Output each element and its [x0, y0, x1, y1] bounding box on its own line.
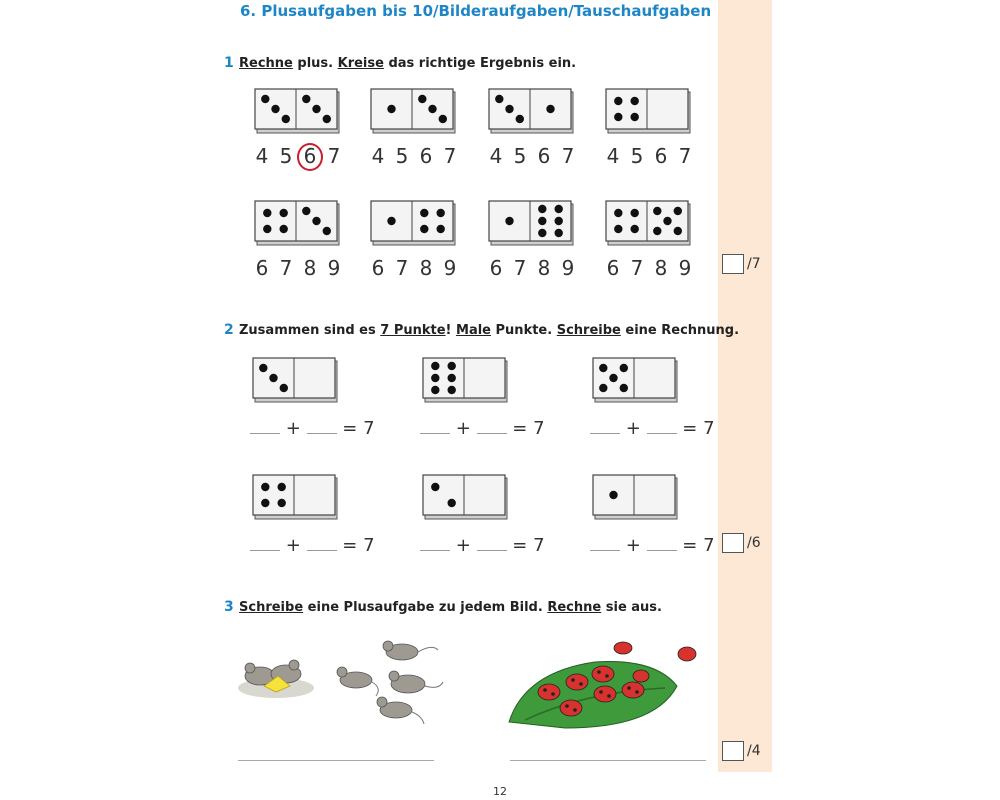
answer-blank[interactable] [420, 538, 450, 551]
option[interactable]: 6 [606, 256, 620, 280]
domino-pip [437, 225, 445, 233]
option[interactable]: 7 [327, 144, 341, 168]
domino-pip [261, 483, 269, 491]
answer-blank[interactable] [590, 421, 620, 434]
option[interactable]: 6 [371, 256, 385, 280]
options-1-1 [250, 144, 346, 168]
domino-pip [653, 227, 661, 235]
keyword-7-punkte: 7 Punkte [380, 323, 446, 338]
score-checkbox[interactable] [722, 533, 744, 553]
answer-line-mice[interactable] [238, 760, 434, 761]
option[interactable]: 7 [279, 256, 293, 280]
domino-pip [431, 483, 439, 491]
domino-3-3 [592, 357, 676, 401]
domino-pip [420, 225, 428, 233]
domino-drawing [252, 357, 338, 403]
domino-drawing [592, 357, 678, 403]
task-2-number: 2 [224, 322, 234, 338]
domino-pip [614, 113, 622, 121]
instruction-part: Punkte. [491, 323, 557, 338]
domino-pip [614, 209, 622, 217]
answer-blank[interactable] [477, 538, 507, 551]
domino-pip [280, 209, 288, 217]
domino-pip [323, 115, 331, 123]
option[interactable]: 4 [255, 144, 269, 168]
options-1-3 [484, 144, 580, 168]
option[interactable]: 4 [371, 144, 385, 168]
domino-pip [674, 207, 682, 215]
option[interactable]: 4 [606, 144, 620, 168]
domino-drawing [370, 200, 456, 246]
option[interactable]: 6 [537, 144, 551, 168]
domino-pip [555, 205, 563, 213]
sum-value: 7 [363, 418, 375, 439]
task-1-number: 1 [224, 55, 234, 71]
answer-blank[interactable] [420, 421, 450, 434]
domino-3-2 [422, 357, 506, 401]
domino-pip [614, 225, 622, 233]
options-2-2 [366, 256, 462, 280]
domino-pip [431, 374, 439, 382]
option[interactable]: 5 [630, 144, 644, 168]
domino-pip [448, 499, 456, 507]
domino-pip [516, 115, 524, 123]
domino-pip [538, 229, 546, 237]
domino-drawing [592, 474, 678, 520]
task-3-instruction [239, 600, 662, 615]
domino-1-3 [488, 88, 572, 132]
domino-pip [259, 364, 267, 372]
domino-pip [620, 384, 628, 392]
answer-blank[interactable] [307, 538, 337, 551]
domino-pip [653, 207, 661, 215]
option[interactable]: 6 [489, 256, 503, 280]
keyword-male: Male [456, 323, 491, 338]
answer-line-ladybugs[interactable] [510, 760, 706, 761]
score-checkbox[interactable] [722, 741, 744, 761]
answer-blank[interactable] [250, 421, 280, 434]
domino-pip [495, 95, 503, 103]
domino-pip [448, 374, 456, 382]
option[interactable]: 6 [419, 144, 433, 168]
domino-drawing [488, 88, 574, 134]
domino-pip [261, 95, 269, 103]
domino-pip [448, 386, 456, 394]
score-task-3 [722, 741, 761, 761]
option[interactable]: 7 [561, 144, 575, 168]
equals-sign: = [682, 535, 698, 556]
domino-1-2 [370, 88, 454, 132]
answer-blank[interactable] [307, 421, 337, 434]
answer-blank[interactable] [250, 538, 280, 551]
domino-pip [631, 97, 639, 105]
equation-1 [250, 418, 375, 439]
answer-blank[interactable] [590, 538, 620, 551]
domino-pip [278, 499, 286, 507]
option[interactable]: 5 [395, 144, 409, 168]
plus-sign: + [285, 535, 301, 556]
domino-pip [271, 105, 279, 113]
domino-2-1 [254, 200, 338, 244]
option[interactable]: 6 [654, 144, 668, 168]
domino-pip [263, 225, 271, 233]
plus-sign: + [455, 418, 471, 439]
domino-pip [555, 217, 563, 225]
domino-pip [631, 113, 639, 121]
domino-pip [631, 225, 639, 233]
domino-pip [278, 483, 286, 491]
domino-pip [674, 227, 682, 235]
domino-drawing [605, 88, 691, 134]
sum-value: 7 [703, 418, 715, 439]
domino-pip [282, 115, 290, 123]
domino-pip [538, 205, 546, 213]
option[interactable]: 7 [513, 256, 527, 280]
domino-pip [280, 225, 288, 233]
instruction-part: ! [445, 323, 457, 338]
option[interactable]: 5 [513, 144, 527, 168]
domino-pip [263, 209, 271, 217]
sum-value: 7 [703, 535, 715, 556]
option[interactable]: 8 [537, 256, 551, 280]
sum-value: 7 [363, 535, 375, 556]
equation-4 [250, 535, 375, 556]
mice-illustration [236, 636, 458, 732]
equation-5 [420, 535, 545, 556]
domino-pip [428, 105, 436, 113]
domino-pip [609, 491, 617, 499]
options-2-4 [601, 256, 697, 280]
option[interactable]: 7 [443, 144, 457, 168]
option[interactable]: 4 [489, 144, 503, 168]
domino-pip [302, 207, 310, 215]
keyword-schreibe: Schreibe [556, 323, 621, 338]
score-label: /7 [747, 256, 761, 272]
options-1-4 [601, 144, 697, 168]
domino-pip [538, 217, 546, 225]
domino-1-4 [605, 88, 689, 132]
answer-blank[interactable] [647, 538, 677, 551]
plus-sign: + [625, 418, 641, 439]
option[interactable]: 9 [443, 256, 457, 280]
option-circled[interactable]: 6 [298, 144, 322, 168]
domino-pip [505, 105, 513, 113]
option[interactable]: 7 [395, 256, 409, 280]
task-3-number: 3 [224, 599, 234, 615]
domino-pip [280, 384, 288, 392]
instruction-part: eine Plusaufgabe zu jedem Bild. [303, 600, 548, 615]
equation-3 [590, 418, 715, 439]
equation-6 [590, 535, 715, 556]
option[interactable]: 7 [630, 256, 644, 280]
keyword-kreise: Kreise [337, 56, 384, 71]
instruction-part: das richtige Ergebnis ein. [383, 56, 577, 71]
domino-pip [431, 386, 439, 394]
domino-pip [437, 209, 445, 217]
option[interactable]: 7 [678, 144, 692, 168]
instruction-part: Zusammen sind es [239, 323, 381, 338]
option[interactable]: 9 [327, 256, 341, 280]
keyword-rechne: Rechne [239, 56, 293, 71]
answer-blank[interactable] [477, 421, 507, 434]
score-checkbox[interactable] [722, 254, 744, 274]
domino-pip [614, 97, 622, 105]
domino-2-3 [488, 200, 572, 244]
option[interactable]: 9 [678, 256, 692, 280]
domino-pip [505, 217, 513, 225]
domino-pip [546, 105, 554, 113]
plus-sign: + [455, 535, 471, 556]
instruction-part: eine Rechnung. [620, 323, 740, 338]
equals-sign: = [342, 535, 358, 556]
domino-pip [387, 217, 395, 225]
instruction-part: plus. [292, 56, 338, 71]
option[interactable]: 6 [255, 256, 269, 280]
option[interactable]: 8 [303, 256, 317, 280]
domino-pip [448, 362, 456, 370]
option[interactable]: 9 [561, 256, 575, 280]
domino-drawing [254, 200, 340, 246]
sum-value: 7 [533, 535, 545, 556]
domino-pip [431, 362, 439, 370]
domino-pip [312, 217, 320, 225]
domino-pip [302, 95, 310, 103]
score-task-1 [722, 254, 761, 274]
plus-sign: + [625, 535, 641, 556]
equals-sign: = [342, 418, 358, 439]
task-2-instruction [239, 323, 739, 338]
options-2-1 [250, 256, 346, 280]
domino-pip [261, 499, 269, 507]
score-task-2 [722, 533, 761, 553]
page-title: 6. Plusaufgaben bis 10/Bilderaufgaben/Tauschaufgaben [240, 2, 712, 20]
domino-drawing [422, 474, 508, 520]
domino-4-1 [252, 474, 336, 518]
ladybugs-illustration [505, 632, 715, 732]
domino-pip [620, 364, 628, 372]
domino-2-4 [605, 200, 689, 244]
option[interactable]: 8 [654, 256, 668, 280]
domino-3-1 [252, 357, 336, 401]
equals-sign: = [682, 418, 698, 439]
domino-pip [439, 115, 447, 123]
domino-pip [420, 209, 428, 217]
keyword-rechne: Rechne [547, 600, 602, 615]
domino-pip [323, 227, 331, 235]
domino-pip [269, 374, 277, 382]
domino-pip [631, 209, 639, 217]
domino-4-3 [592, 474, 676, 518]
score-label: /4 [747, 743, 761, 759]
domino-pip [599, 384, 607, 392]
domino-drawing [370, 88, 456, 134]
options-1-2 [366, 144, 462, 168]
equals-sign: = [512, 418, 528, 439]
answer-blank[interactable] [647, 421, 677, 434]
domino-pip [599, 364, 607, 372]
option[interactable]: 8 [419, 256, 433, 280]
page-number: 12 [493, 785, 507, 798]
domino-pip [609, 374, 617, 382]
instruction-part: sie aus. [601, 600, 662, 615]
equation-2 [420, 418, 545, 439]
domino-drawing [605, 200, 691, 246]
domino-drawing [422, 357, 508, 403]
score-label: /6 [747, 535, 761, 551]
domino-pip [387, 105, 395, 113]
equals-sign: = [512, 535, 528, 556]
domino-pip [418, 95, 426, 103]
domino-drawing [252, 474, 338, 520]
option[interactable]: 5 [279, 144, 293, 168]
score-sidebar [718, 0, 772, 772]
domino-pip [555, 229, 563, 237]
task-1-instruction [239, 56, 576, 71]
domino-2-2 [370, 200, 454, 244]
domino-pip [312, 105, 320, 113]
sum-value: 7 [533, 418, 545, 439]
domino-4-2 [422, 474, 506, 518]
domino-pip [663, 217, 671, 225]
domino-drawing [488, 200, 574, 246]
options-2-3 [484, 256, 580, 280]
keyword-schreibe: Schreibe [239, 600, 304, 615]
domino-1-1 [254, 88, 338, 132]
domino-drawing [254, 88, 340, 134]
plus-sign: + [285, 418, 301, 439]
